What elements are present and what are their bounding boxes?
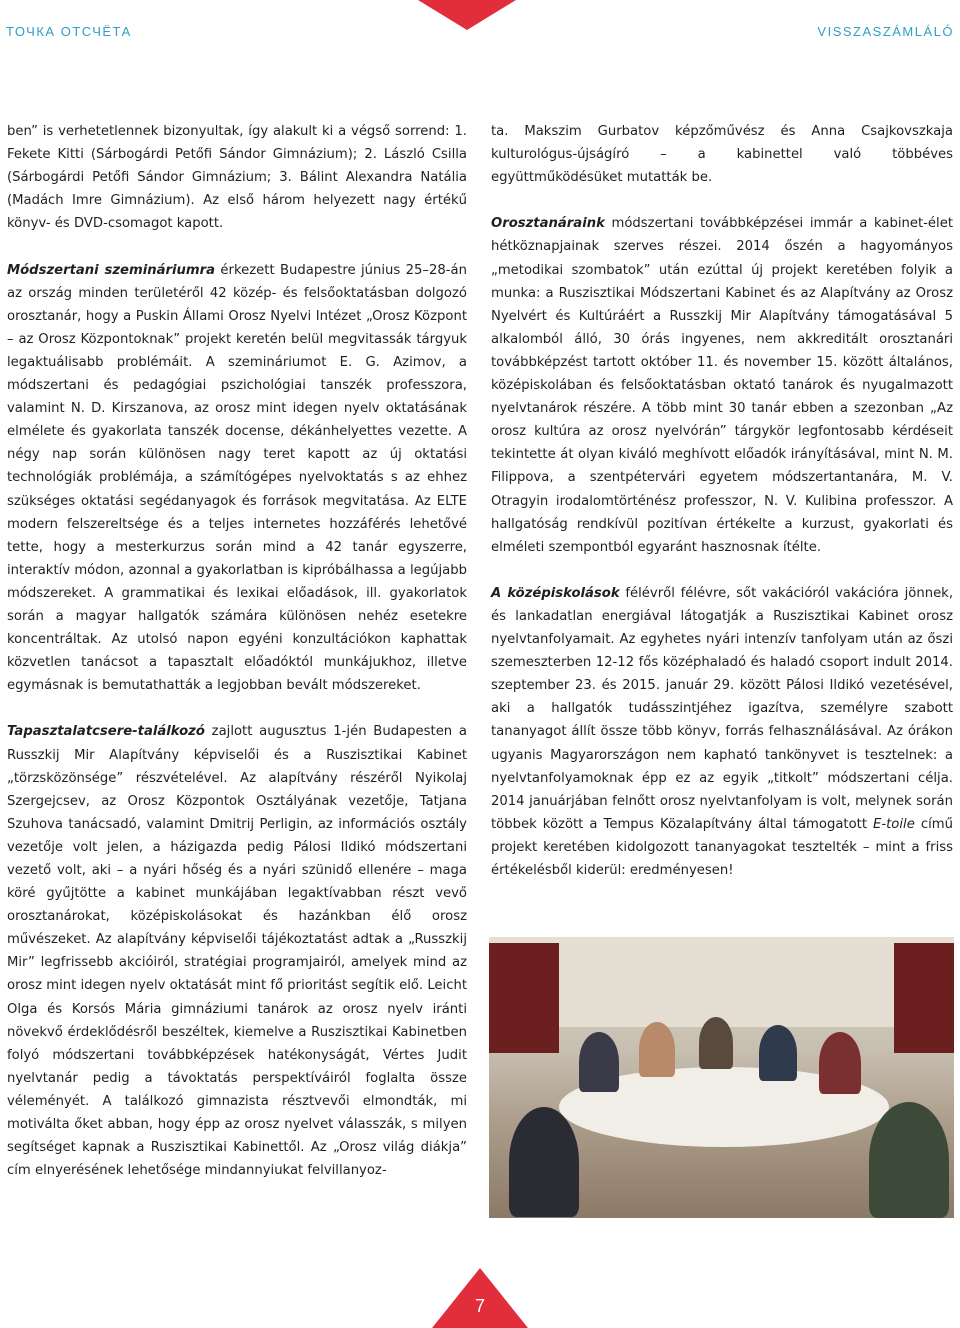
running-header-right: VISSZASZÁMLÁLÓ	[817, 24, 954, 39]
photo-person	[869, 1102, 949, 1218]
paragraph: ta. Makszim Gurbatov képzőművész és Anna Csajkovszkaja kulturológus-újságíró – a kabinettel való többéves együttműködésüket mutatták be.	[491, 124, 953, 186]
paragraph-text: félévről félévre, sőt vakációról vakációra jönnek, és lankadatlan energiával látogatják a Ruszisztikai Kabinet orosz nyelvtanfolyamait. Az egyhetes nyári intenzív tanfolyam után az őszi szemeszterben 12-12 fős középhaladó és haladó csoport indult 2014. szeptember 23. és 2015. január 29. között Pálosi Ildikó vezetésével, aki a hallgatók tudásszintjéhez igazítva, személyre szabott tananyagot állít össze több könyv, forrás felhasználásával. Az órákon ugyanis Magyarországon nem kapható tankönyvet is tesztelnek: a nyelvtanfolyamoknak épp ez az egyik „titkolt” módszertani célja. 2014 januárjában felnőtt orosz nyelvtanfolyam is volt, melynek során többek között a Tempus Közalapítvány által támogatott	[491, 585, 954, 832]
paragraph	[491, 212, 953, 558]
photo-person	[639, 1022, 675, 1077]
paragraph-lead: Tapasztalatcsere-találkozó	[7, 724, 205, 740]
photo-person	[759, 1025, 797, 1081]
photo-person	[509, 1107, 579, 1217]
paragraph	[491, 582, 953, 882]
photo-bookshelf	[894, 943, 954, 1053]
paragraph-lead: A középiskolások	[491, 585, 620, 601]
paragraph	[7, 259, 467, 698]
paragraph-lead: Módszertani szemináriumra	[7, 262, 216, 278]
paragraph-text: módszertani továbbképzései immár a kabinet-élet hétköznapjainak szerves részei. 2014 őszén a hagyományos „metodikai szombatok” után ezúttal új projekt keretében folyik a munka: a Ruszisztikai Módszertani Kabinet és az Alapítvány az Orosz Nyelvért és Kultúráért a Russzkij Mir Alapítvány támogatásával 5 alkalomból álló, 30 órás ingyenes, nem akkreditált orosztanári továbbképzést tartott október 11. és november 15. között általános, középiskolában és felsőoktatásban oktató tanárok és nyugalmazott nyelvtanárok részére. A több mint 30 tanár ebben a szezonban „Az orosz kultúra az orosz nyelvórán” tárgykör legfontosabb kérdéseit tekintette át olyan kiváló meghívott előadók irányításával, mint N. M. Filippova, a szentpétervári egyetem módszertantanára, M. V. Otragyin irodalomtörténész professzor, N. V. Kulibina professzor. A hallgatóság rendkívül pozitívan értékelte a kurzust, gyakorlati és elméleti szempontból egyaránt hasznosnak ítélte.	[491, 216, 953, 555]
paragraph-lead: Orosztanáraink	[491, 216, 605, 232]
left-column	[7, 120, 467, 1182]
seminar-photo	[489, 937, 954, 1218]
header-triangle-mark	[418, 0, 516, 30]
running-header-left: ТОЧКА ОТСЧЁТА	[6, 24, 132, 39]
paragraph: ben” is verhetetlennek bizonyultak, így alakult ki a végső sorrend: 1. Fekete Kitti (Sárbogárdi Petőfi Sándor Gimnázium); 2. László Csilla (Sárbogárdi Petőfi Sándor Gimnázium; 3. Bálint Alexandra Natália (Madách Imre Gimnázium). Az első három helyezett nagy értékű könyv- és DVD-csomagot kapott.	[7, 124, 467, 232]
paragraph-text: érkezett Budapestre június 25–28-án az ország minden területéről 42 közép- és felsőoktatásban dolgozó orosztanár, hogy a Puskin Állami Orosz Nyelvi Intézet „Orosz Központ – az Orosz Központoknak” projekt keretén belül megvitassák tárgyuk legaktuálisabb problémáit. A szemináriumot E. G. Azimov, a módszertani és pedagógiai pszichológiai tanszék professzora, valamint N. D. Kirszanova, az orosz mint idegen nyelv oktatásának elmélete és gyakorlata tanszék docense, dékánhelyettes vezette. A négy nap során különösen nagy teret kapott az új oktatási technológiák problémája, a számítógépes nyelvoktatás s az ehhez szükséges oktatási segédanyagok és források megvitatása. Az ELTE modern felszereltsége és a teljes internetes hozzáférés lehetővé tette, hogy a mesterkurzus során mind a 42 tanár egyszerre, interaktív módon, azonnal a gyakorlatban is kipróbálhassa a legújabb módszereket. A grammatikai és lexikai előadások, ill. gyakorlatok során a magyar hallgatók számára különösen nehéz esetekre koncentráltak. Az utolsó napon egyéni konzultációkon kaphattak közvetlen tanácsot a tapasztalt előadóktól munkájukhoz, illetve egymásnak is bemutathatták a legjobban bevált módszereket.	[7, 262, 468, 694]
project-name: E-toile	[873, 816, 915, 832]
paragraph-text: című projekt keretében kidolgozott tananyagokat tesztelték – mint a friss értékelésből kiderül: eredményesen!	[491, 816, 954, 878]
photo-person	[579, 1032, 619, 1092]
page-number: 7	[474, 1296, 485, 1316]
photo-person	[699, 1017, 733, 1069]
paragraph-text: zajlott augusztus 1-jén Budapesten a Russzkij Mir Alapítvány képviselői és a Ruszisztikai Kabinet „törzsközönsége” részvételével. Az alapítvány részéről Nyikolaj Szergejcsev, az Orosz Központok Osztályának vezetője, Tatjana Szuhova tanácsadó, valamint Dmitrij Perligin, az információs osztály vezetője volt jelen, a házigazda pedig Pálosi Ildikó módszertani vezető volt, aki – a nyári hőség és a nyári szünidő ellenére – maga köré gyűjtötte a kabinet munkájában legaktívabban részt vevő orosztanárokat, középiskolásokat és hazánkban élő orosz művészeket. Az alapítvány képviselői tájékoztatást adtak a „Russzkij Mir” legfrissebb akcióiról, stratégiai programjairól, amelyek mind az orosz mint idegen nyelv oktatását mint fő prioritást segítik elő. Leicht Olga és Korsós Mária gimnáziumi tanárok az orosz nyelv iránti növekvő érdeklődésről beszéltek, kiemelve a Ruszisztikai Kabinetben folyó módszertani továbbképzések hatékonyságát, Vértes Judit nyelvtanár pedig a távoktatás perspektíváiról foglalta össze véleményét. A találkozó gimnazista résztvevői elmondták, mi motiválta őket abban, hogy épp az orosz nyelvet válasszák, s milyen segítséget kapnak a Ruszisztikai Kabinettől. Az „Orosz világ diákja” cím elnyerésének lehetősége mindannyiukat felvillanyoz-	[7, 724, 467, 1179]
photo-bookshelf	[489, 943, 559, 1053]
photo-person	[819, 1032, 861, 1094]
right-column	[491, 120, 953, 882]
paragraph	[7, 720, 467, 1182]
